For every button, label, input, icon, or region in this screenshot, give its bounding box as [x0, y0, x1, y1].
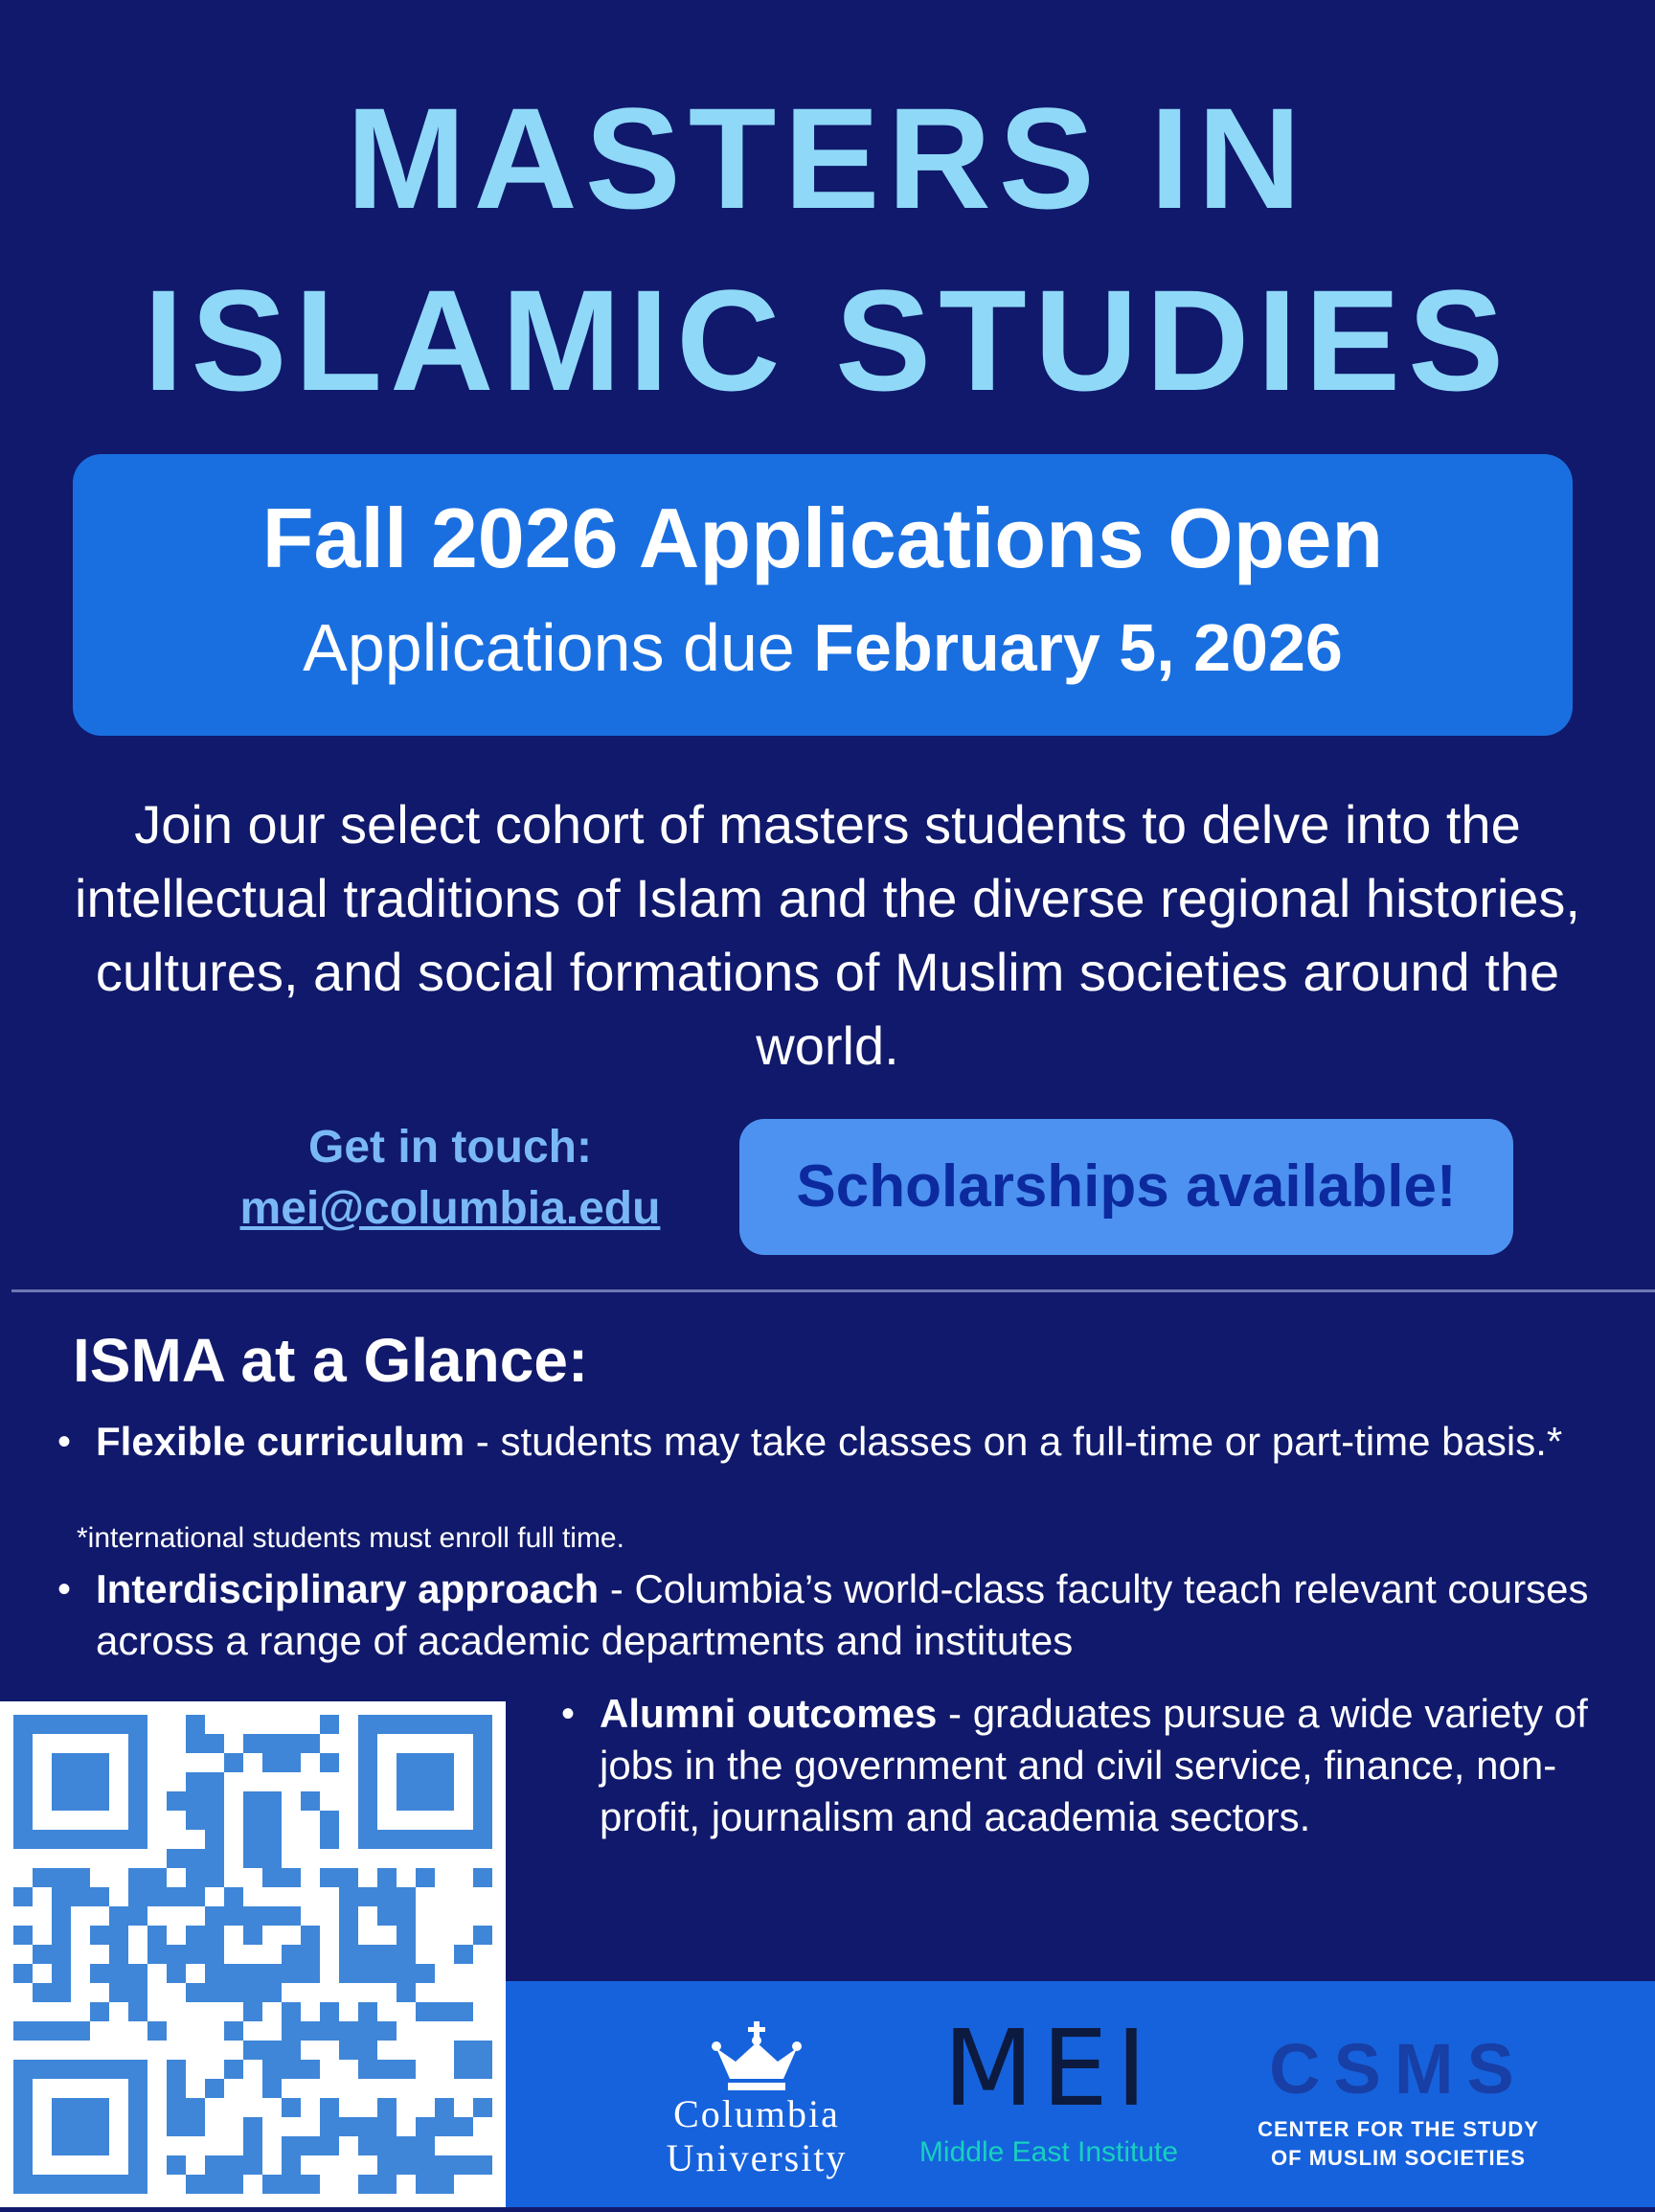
- glance-item-text: - graduates pursue a wide variety of jobs in the government and civil service, finance, non-profit, journalism and academia sectors.: [600, 1691, 1588, 1839]
- glance-item-text: - students may take classes on a full-time or part-time basis.*: [465, 1419, 1563, 1464]
- contact-label: Get in touch:: [308, 1122, 592, 1173]
- glance-item-alumni-outcomes: [561, 1688, 1615, 1843]
- section-divider: [11, 1289, 1655, 1292]
- crown-icon: [709, 2019, 805, 2096]
- intro-paragraph: Join our select cohort of masters students to delve into the intellectual traditions of Islam and the diverse regional histories, cultures, and social formations of Muslim societies around the world.: [75, 794, 1580, 1076]
- bullet-icon: •: [561, 1693, 576, 1735]
- glance-item-text: - Columbia’s world-class faculty teach relevant courses across a range of academic departments and institutes: [96, 1566, 1589, 1663]
- applications-due: [73, 607, 1573, 688]
- columbia-line1: Columbia: [673, 2092, 840, 2135]
- title-line-2: ISLAMIC STUDIES: [143, 260, 1512, 421]
- mei-name: Middle East Institute: [918, 2136, 1179, 2168]
- csms-line1: CENTER FOR THE STUDY: [1258, 2117, 1539, 2141]
- qr-code[interactable]: [0, 1701, 506, 2207]
- applications-headline: Fall 2026 Applications Open: [261, 490, 1384, 585]
- csms-line2: OF MUSLIM SOCIETIES: [1271, 2146, 1526, 2170]
- title-line-1: MASTERS IN: [346, 78, 1309, 239]
- glance-item-interdisciplinary: [57, 1563, 1628, 1667]
- applications-banner: [73, 454, 1573, 736]
- mei-mark: MEI: [942, 2007, 1155, 2130]
- columbia-line2: University: [666, 2136, 848, 2179]
- contact-email-link[interactable]: mei@columbia.edu: [239, 1183, 661, 1234]
- glance-item-heading: Flexible curriculum: [96, 1419, 465, 1464]
- due-date: February 5, 2026: [813, 610, 1343, 685]
- bullet-icon: •: [57, 1568, 72, 1610]
- contact-block: [192, 1119, 709, 1238]
- glance-title: ISMA at a Glance:: [73, 1326, 589, 1395]
- csms-logo: [1226, 2029, 1571, 2173]
- due-prefix: Applications due: [303, 610, 814, 685]
- qr-code-image: [0, 1701, 506, 2207]
- mei-logo: [891, 2007, 1207, 2171]
- columbia-logo: [613, 2012, 900, 2180]
- glance-footnote: *international students must enroll full time.: [77, 1522, 624, 1554]
- glance-item-heading: Alumni outcomes: [600, 1691, 938, 1736]
- scholarships-badge: Scholarships available!: [739, 1119, 1513, 1255]
- glance-item-flexible-curriculum: [57, 1416, 1609, 1468]
- glance-item-heading: Interdisciplinary approach: [96, 1566, 600, 1611]
- bullet-icon: •: [57, 1421, 72, 1463]
- csms-mark: CSMS: [1269, 2029, 1528, 2109]
